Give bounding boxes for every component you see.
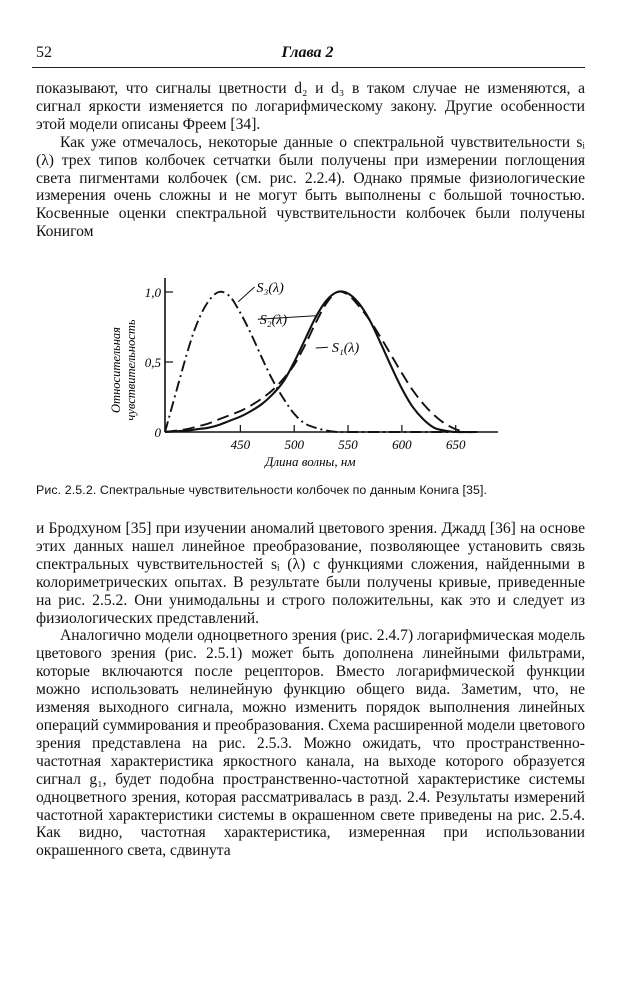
- top-text: [36, 80, 585, 241]
- sensitivity-chart: [100, 266, 540, 476]
- x-tick-label: 600: [392, 437, 412, 452]
- series-label-s2: S₂(λ): [259, 313, 288, 329]
- figure-caption: Рис. 2.5.2. Спектральные чувствительности колбочек по данным Конига [35].: [36, 483, 488, 497]
- header-rule: [32, 67, 585, 68]
- series-label-s3: S₃(λ): [256, 281, 284, 296]
- paragraph: показывают, что сигналы цветности d₂ и d₃ в таком случае не изменяются, а сигнал яркости изменяется по логарифмическому закону. Другие особенности этой модели описаны Фреем [34].: [36, 80, 585, 133]
- leader-line: [238, 287, 254, 302]
- leader-line: [316, 347, 328, 348]
- paragraph: Как уже отмечалось, некоторые данные о спектральной чувствительности sᵢ (λ) трех типов колбочек сетчатки были получены при измерении поглощения света пигментами колбочек (см. рис. 2.2.4). Однако прямые физиологические измерения очень сложны и не могут быть выполнены с большой точностью. Косвенные оценки спектральной чувствительности колбочек были получены Конигом: [36, 133, 585, 241]
- y-tick-label: 0,5: [144, 355, 161, 370]
- x-axis-label: Длина волны, нм: [265, 454, 356, 469]
- x-tick-label: 650: [445, 437, 466, 452]
- bottom-text: [36, 520, 585, 860]
- page-header: [32, 44, 583, 66]
- y-axis-label: Относительная: [109, 327, 123, 413]
- paragraph: Аналогично модели одноцветного зрения (рис. 2.4.7) логарифмическая модель цветового зрения (рис. 2.5.1) может быть дополнена линейными фильтрами, которые включаются после рецепторов. Вместо логарифмической функции можно использовать нелинейную функцию общего вида. Заметим, что, не изменяя выходного сигнала, можно изменить порядок выполнения линейных операций суммирования и преобразования. Схема расширенной модели цветового зрения представлена на рис. 2.5.3. Можно ожидать, что пространственно-частотная характеристика яркостного канала, на выходе которого образуется сигнал g₁, будет подобна пространственно-частотной характеристике системы одноцветного зрения, которая рассматривалась в разд. 2.4. Результаты измерений частотной характеристики системы в окрашенном свете приведены на рис. 2.5.4. Как видно, частотная характеристика, измеренная при использовании окрашенного света, сдвинута: [36, 627, 585, 860]
- paragraph: и Бродхуном [35] при изучении аномалий цветового зрения. Джадд [36] на основе этих данных нашел линейное преобразование, позволяющее установить связь спектральных чувствительностей sᵢ (λ) с функциями сложения, найденными в колориметрических опытах. В результате были получены кривые, приведенные на рис. 2.5.2. Они унимодальны и строго положительны, как это и следует из физиологических представлений.: [36, 520, 585, 627]
- x-tick-label: 500: [284, 437, 304, 452]
- series-label-s1: S₁(λ): [331, 341, 360, 357]
- chart-curves: [165, 291, 477, 432]
- series-curve-2: [165, 292, 477, 433]
- chapter-title: Глава 2: [281, 44, 334, 61]
- y-tick-label: 0: [154, 425, 161, 440]
- x-tick-label: 550: [338, 437, 358, 452]
- y-axis-label: чувствительность: [124, 319, 138, 421]
- y-tick-label: 1,0: [144, 285, 161, 300]
- x-tick-label: 450: [230, 437, 251, 452]
- page-number: 52: [36, 44, 52, 61]
